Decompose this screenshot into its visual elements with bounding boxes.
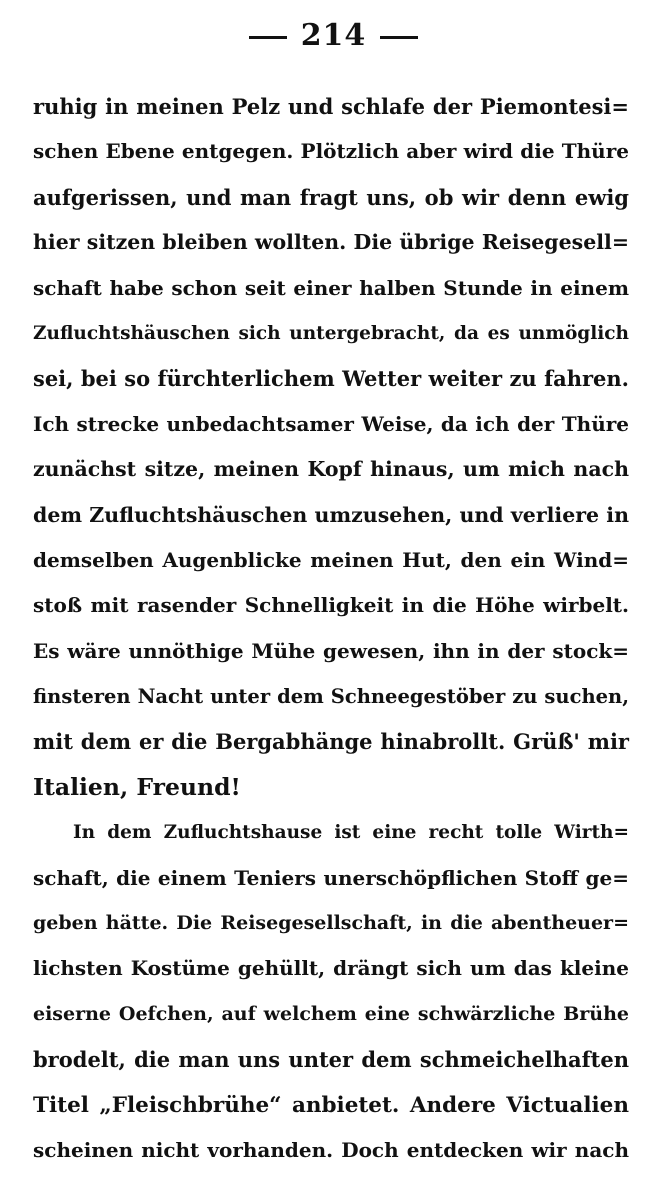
text-line: ruhig in meinen Pelz und schlafe der Piemontesi= (33, 94, 629, 119)
text-line: geben hätte. Die Reisegesellschaft, in die abentheuer= (33, 912, 629, 935)
page-header (0, 18, 667, 53)
page-body-text (33, 84, 629, 1173)
paragraph-start-line: In dem Zufluchtshause ist eine recht tolle Wirth= (73, 822, 629, 844)
text-line: Titel „Fleischbrühe“ anbietet. Andere Victualien (33, 1092, 629, 1118)
text-line: Es wäre unnöthige Mühe gewesen, ihn in der stock= (33, 638, 629, 663)
text-line: Zufluchtshäuschen sich untergebracht, da es unmöglich (33, 322, 629, 344)
paragraph-end-line: Italien, Freund! (33, 772, 241, 801)
text-line: dem Zufluchtshäuschen umzusehen, und verliere in (33, 502, 629, 527)
text-line: schen Ebene entgegen. Plötzlich aber wird die Thüre (33, 139, 629, 164)
text-line: finsteren Nacht unter dem Schneegestöber zu suchen, (33, 685, 629, 709)
text-line: eiserne Oefchen, auf welchem eine schwärzliche Brühe (33, 1002, 629, 1025)
text-line: lichsten Kostüme gehüllt, drängt sich um das kleine (33, 956, 629, 981)
text-line: hier sitzen bleiben wollten. Die übrige Reisegesell= (33, 230, 629, 255)
header-dash-left (249, 36, 287, 39)
header-dash-right (380, 36, 418, 39)
text-line: scheinen nicht vorhanden. Doch entdecken wir nach (33, 1137, 629, 1162)
page-number: 214 (300, 18, 367, 53)
text-line: aufgerissen, und man fragt uns, ob wir denn ewig (33, 184, 629, 210)
text-line: schaft habe schon seit einer halben Stunde in einem (33, 275, 629, 300)
text-line: demselben Augenblicke meinen Hut, den ein Wind= (33, 547, 629, 572)
text-line: schaft, die einem Teniers unerschöpflichen Stoff ge= (33, 865, 629, 890)
text-line: brodelt, die man uns unter dem schmeichelhaften (33, 1047, 629, 1073)
text-line: stoß mit rasender Schnelligkeit in die Höhe wirbelt. (33, 593, 629, 618)
text-line: mit dem er die Bergabhänge hinabrollt. Grüß' mir (33, 729, 629, 755)
text-line: zunächst sitze, meinen Kopf hinaus, um mich nach (33, 457, 629, 482)
text-line: sei, bei so fürchterlichem Wetter weiter zu fahren. (33, 366, 629, 392)
text-line: Ich strecke unbedachtsamer Weise, da ich der Thüre (33, 411, 629, 436)
